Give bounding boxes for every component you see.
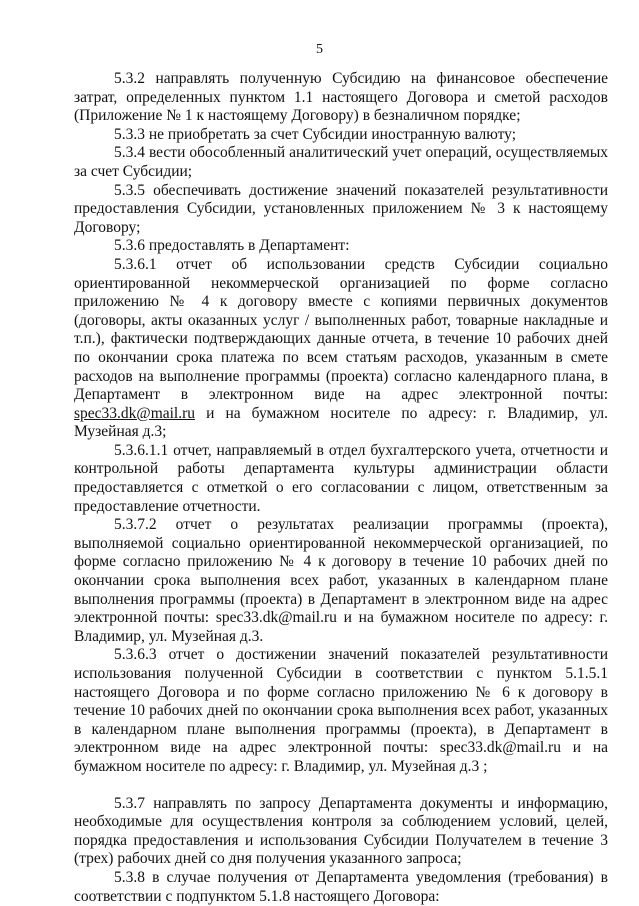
clause-5-3-6-1-text-start: 5.3.6.1 отчет об использовании средств Субсидии социально ориентированной некоммерческой организацией по форме согласно приложению № 4 к договору вместе с копиями первичных документов (договоры, акты оказанных услуг / выполненных работ, товарные накладные и т.п.), фактически подтверждающих данные отчета, в течение 10 рабочих дней по окончании срока платежа по всем статьям расходов, указанным в смете расходов на выполнение программы (проекта) согласно календарного плана, в Департамент в электронном виде на адрес электронной почты: <box>74 255 608 404</box>
email-link[interactable]: spec33.dk@mail.ru <box>74 404 196 422</box>
clause-5-3-8: 5.3.8 в случае получения от Департамента уведомления (требования) в соответствии с подпунктом 5.1.8 настоящего Договора: <box>74 868 608 905</box>
clause-5-3-6-1 <box>74 256 608 442</box>
clause-5-3-2: 5.3.2 направлять полученную Субсидию на финансовое обеспечение затрат, определенных пунктом 1.1 настоящего Договора и сметой расходов (Приложение № 1 к настоящему Договору) в безналичном порядке; <box>74 70 608 125</box>
clause-5-3-6-1-text-end: и на бумажном носителе по адресу: г. Владимир, ул. Музейная д.3; <box>74 404 608 441</box>
clause-5-3-6-1-1: 5.3.6.1.1 отчет, направляемый в отдел бухгалтерского учета, отчетности и контрольной работы департамента культуры администрации области предоставляется с отметкой о его согласовании с лицом, ответственным за предоставление отчетности. <box>74 441 608 515</box>
clause-5-3-7-2: 5.3.7.2 отчет о результатах реализации программы (проекта), выполняемой социально ориентированной некоммерческой организацией, по форме согласно приложению № 4 к договору в течение 10 рабочих дней по окончании срока выполнения всех работ, указанных в календарном плане выполнения программы (проекта) в Департамент в электронном виде на адрес электронной почты: spec33.dk@mail.ru и на бумажном носителе по адресу: г. Владимир, ул. Музейная д.3. <box>74 516 608 645</box>
clause-5-3-6-3: 5.3.6.3 отчет о достижении значений показателей результативности использования полученной Субсидии в соответствии с пунктом 5.1.5.1 настоящего Договора и по форме согласно приложению № 6 к договору в течение 10 рабочих дней по окончании срока выполнения всех работ, указанных в календарном плане выполнения программы (проекта), в Департамент в электронном виде на адрес электронной почты: spec33.dk@mail.ru и на бумажном носителе по адресу: г. Владимир, ул. Музейная д.3 ; <box>74 646 608 775</box>
clause-5-3-7: 5.3.7 направлять по запросу Департамента документы и информацию, необходимые для осуществления контроля за соблюдением условий, целей, порядка предоставления и использования Субсидии Получателем в течение 3 (трех) рабочих дней со дня получения указанного запроса; <box>74 794 608 868</box>
page-number: 5 <box>316 42 323 57</box>
clause-5-3-4: 5.3.4 вести обособленный аналитический учет операций, осуществляемых за счет Субсидии; <box>74 144 608 180</box>
clause-5-3-5: 5.3.5 обеспечивать достижение значений показателей результативности предоставления Субсидии, установленных приложением № 3 к настоящему Договору; <box>74 181 608 236</box>
clause-5-3-3: 5.3.3 не приобретать за счет Субсидии иностранную валюту; <box>114 125 517 143</box>
document-body <box>74 70 608 906</box>
clause-5-3-6: 5.3.6 предоставлять в Департамент: <box>114 237 350 255</box>
